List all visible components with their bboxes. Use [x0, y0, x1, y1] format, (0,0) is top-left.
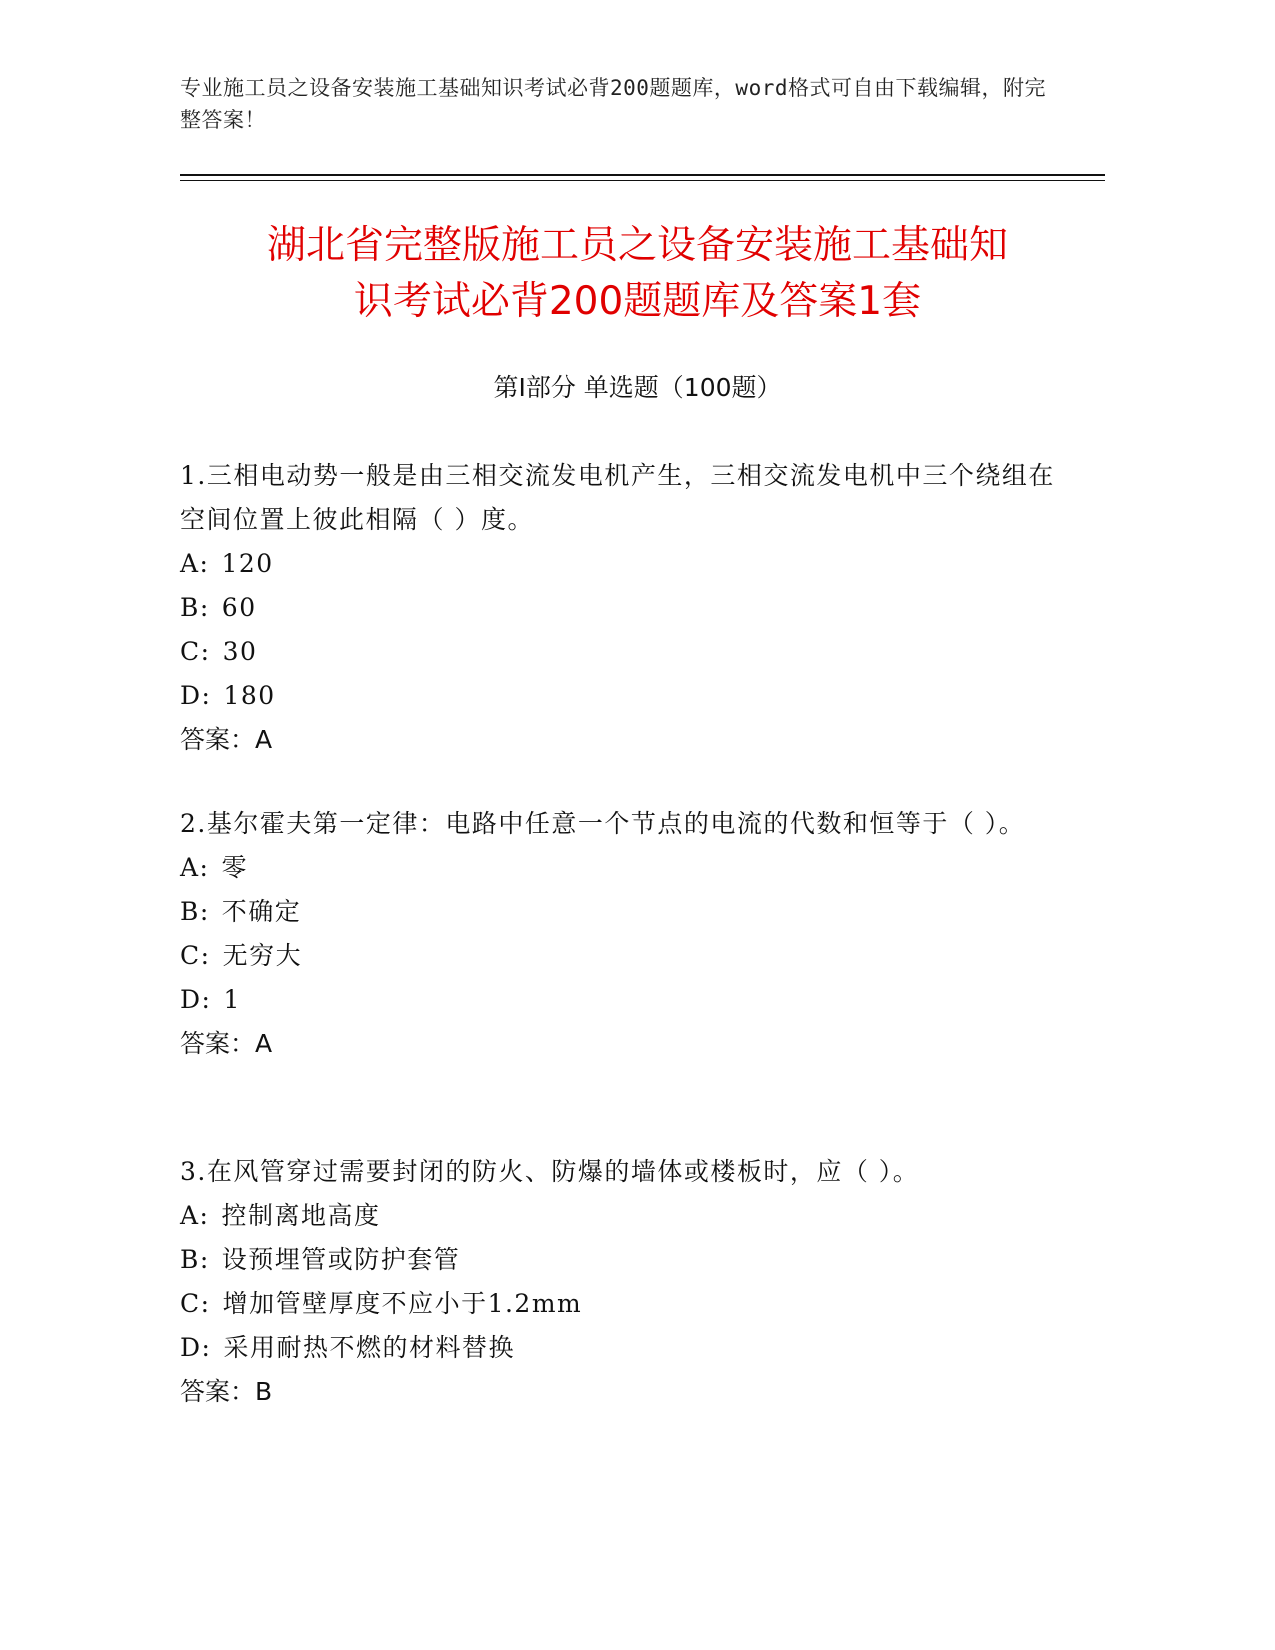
question-3-option-d	[180, 1326, 1060, 1370]
header-note: 专业施工员之设备安装施工基础知识考试必背200题题库，word格式可自由下载编辑，附完整答案！	[180, 76, 1046, 132]
section-title: 第Ⅰ部分 单选题（100题）	[493, 373, 782, 402]
option-key: A:	[180, 853, 210, 882]
option-text: 180	[223, 681, 276, 710]
option-key: C:	[180, 941, 211, 970]
option-text: 增加管壁厚度不应小于1.2mm	[222, 1289, 583, 1318]
option-key: B:	[180, 593, 210, 622]
question-2-option-d	[180, 978, 1060, 1022]
header-rule-thick	[180, 174, 1105, 176]
option-text: 控制离地高度	[221, 1201, 381, 1230]
question-1-option-c	[180, 630, 1060, 674]
question-3-answer: 答案：B	[180, 1377, 273, 1406]
option-key: D:	[180, 681, 212, 710]
option-text: 无穷大	[222, 941, 303, 970]
option-text: 不确定	[221, 897, 302, 926]
question-3-option-a	[180, 1194, 1060, 1238]
question-2-option-a	[180, 846, 1060, 890]
question-1-stem: 1.三相电动势一般是由三相交流发电机产生，三相交流发电机中三个绕组在空间位置上彼此相隔（ ）度。	[180, 461, 1055, 534]
option-text: 采用耐热不燃的材料替换	[223, 1333, 515, 1362]
document-title-line-2: 识考试必背200题题库及答案1套	[353, 279, 922, 324]
option-text: 设预埋管或防护套管	[221, 1245, 461, 1274]
option-key: D:	[180, 1333, 212, 1362]
header-rule-thin	[180, 180, 1105, 181]
option-text: 60	[221, 593, 257, 622]
option-key: C:	[180, 1289, 211, 1318]
option-key: A:	[180, 549, 210, 578]
question-1-option-b	[180, 586, 1060, 630]
option-key: D:	[180, 985, 212, 1014]
question-2-option-b	[180, 890, 1060, 934]
question-1	[180, 454, 1060, 762]
question-3-option-b	[180, 1238, 1060, 1282]
option-text: 1	[223, 985, 241, 1014]
question-1-answer: 答案：A	[180, 725, 273, 754]
question-2-option-c	[180, 934, 1060, 978]
question-3	[180, 1150, 1060, 1414]
question-3-stem: 3.在风管穿过需要封闭的防火、防爆的墙体或楼板时，应（ ）。	[180, 1157, 920, 1186]
question-2-answer: 答案：A	[180, 1029, 273, 1058]
question-3-option-c	[180, 1282, 1060, 1326]
option-text: 120	[221, 549, 274, 578]
document-title	[150, 218, 1125, 330]
option-key: C:	[180, 637, 211, 666]
question-1-option-d	[180, 674, 1060, 718]
question-2-stem: 2.基尔霍夫第一定律：电路中任意一个节点的电流的代数和恒等于（ ）。	[180, 809, 1026, 838]
option-text: 零	[221, 853, 248, 882]
document-title-line-1: 湖北省完整版施工员之设备安装施工基础知	[266, 223, 1008, 268]
option-text: 30	[222, 637, 258, 666]
question-1-option-a	[180, 542, 1060, 586]
question-2	[180, 802, 1060, 1066]
option-key: B:	[180, 1245, 210, 1274]
option-key: B:	[180, 897, 210, 926]
option-key: A:	[180, 1201, 210, 1230]
